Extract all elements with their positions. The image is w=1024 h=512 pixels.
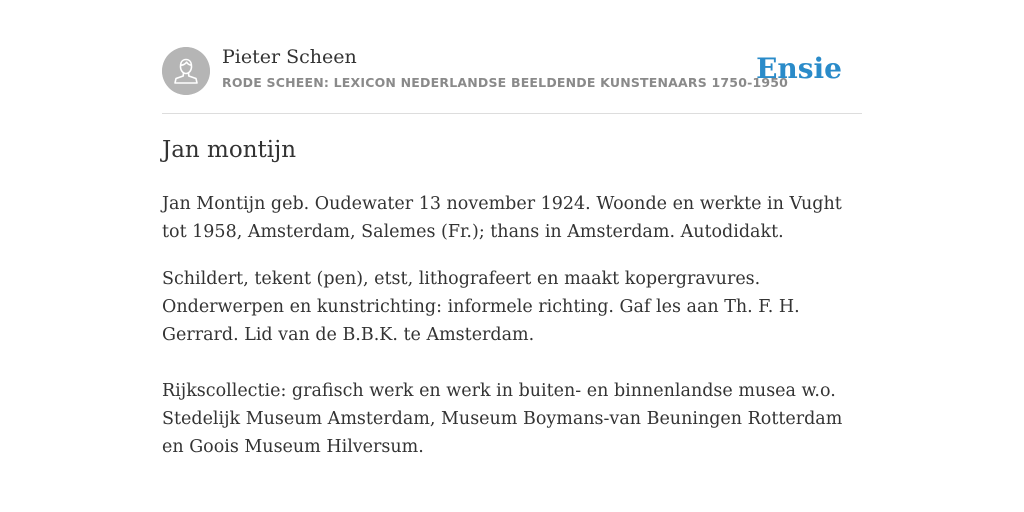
article-header [162, 0, 862, 114]
article-title: Jan montijn [162, 137, 297, 163]
ensie-logo[interactable]: Ensie [756, 52, 842, 85]
source-title[interactable]: RODE SCHEEN: LEXICON NEDERLANDSE BEELDENDE KUNSTENAARS 1750-1950 [222, 75, 789, 90]
user-icon[interactable] [162, 47, 210, 95]
article-paragraph: Rijkscollectie: grafisch werk en werk in buiten- en binnenlandse musea w.o. Stedelijk Museum Amsterdam, Museum Boymans-van Beuningen Rotterdam en Goois Museum Hilversum. [162, 381, 843, 457]
article-body [162, 190, 862, 461]
user-avatar-graphic [162, 47, 210, 95]
article-paragraph: Jan Montijn geb. Oudewater 13 november 1924. Woonde en werkte in Vught tot 1958, Amsterdam, Salemes (Fr.); thans in Amsterdam. Autodidakt. [162, 194, 842, 242]
author-name[interactable]: Pieter Scheen [222, 46, 357, 68]
article-card [162, 0, 862, 457]
article-paragraph: Schildert, tekent (pen), etst, lithografeert en maakt kopergravures. Onderwerpen en kunstrichting: informele richting. Gaf les aan Th. F. H. Gerrard. Lid van de B.B.K. te Amsterdam. [162, 269, 800, 345]
